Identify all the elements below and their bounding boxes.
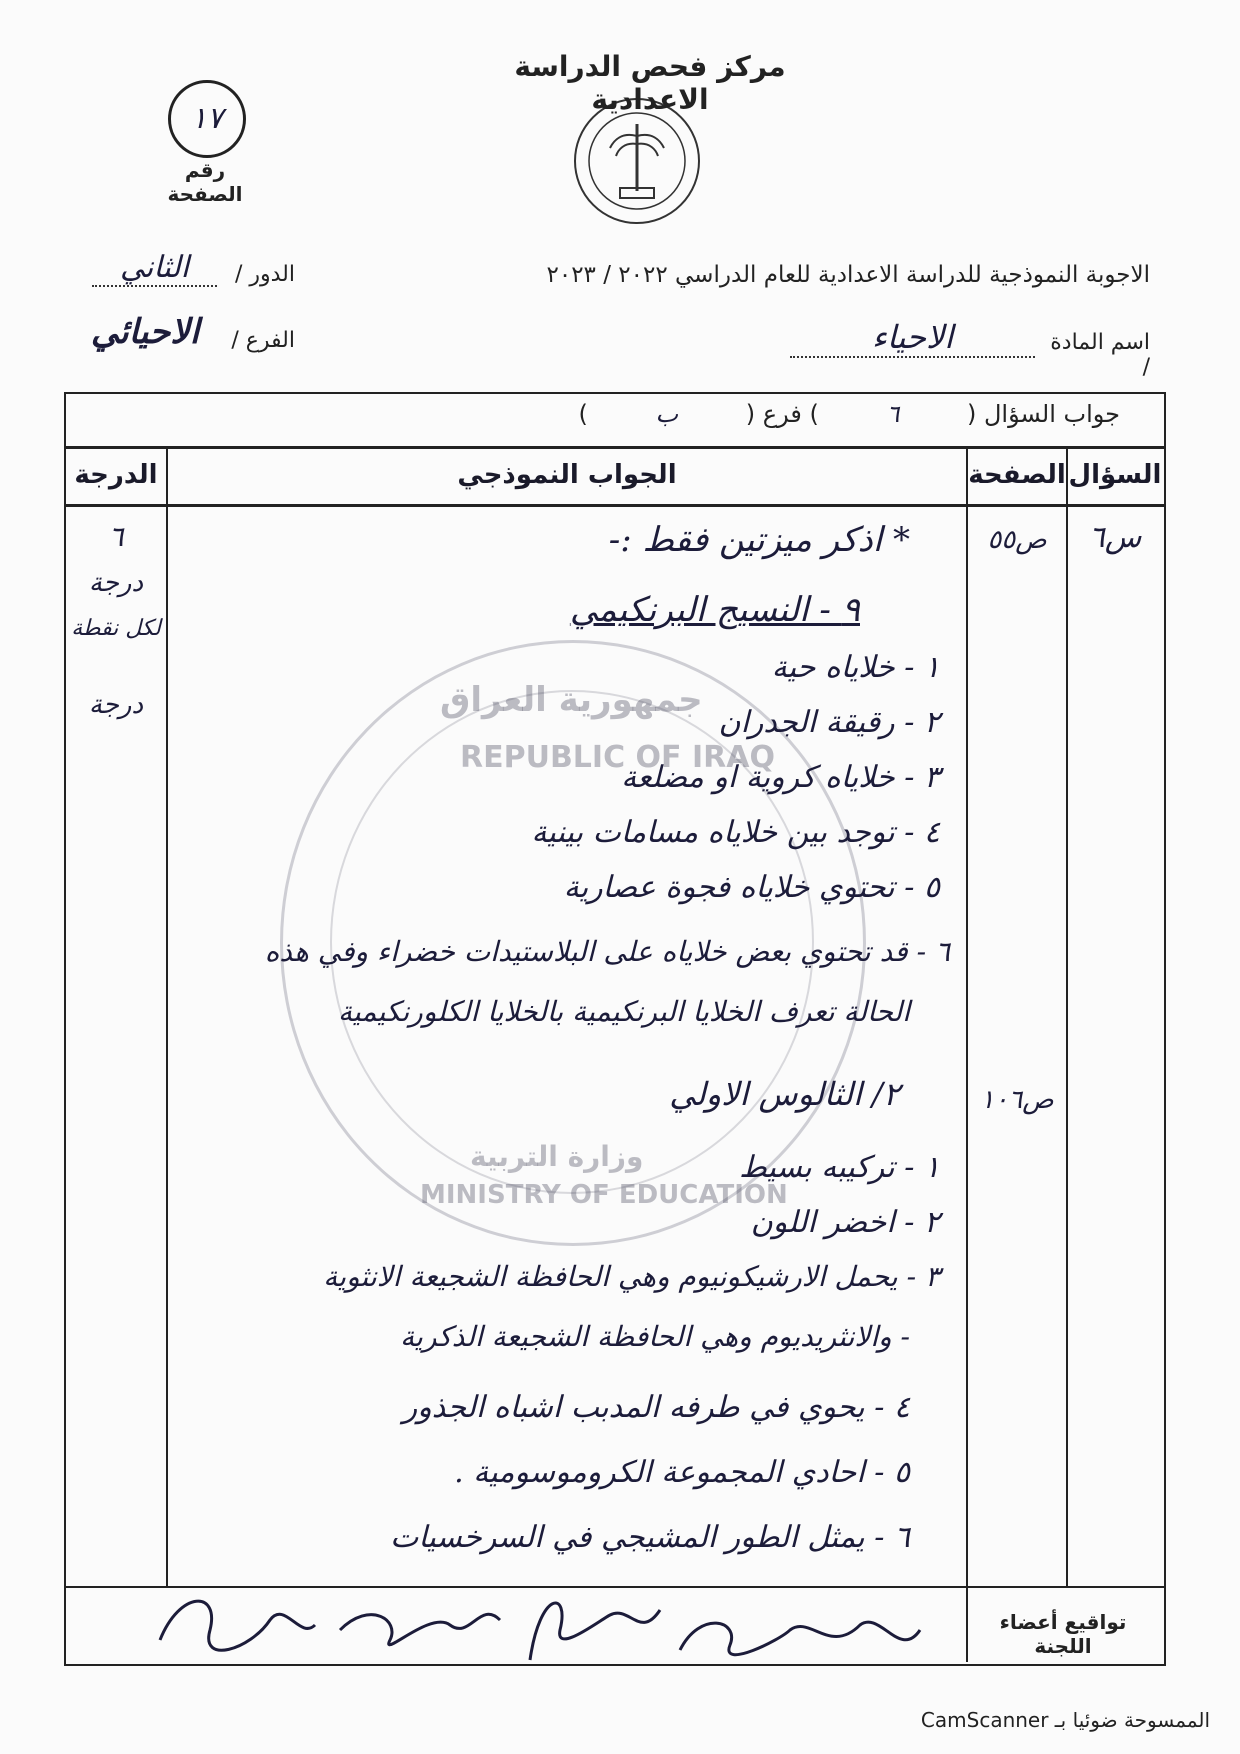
column-header-grade: الدرجة <box>74 460 158 490</box>
column-header-page: الصفحة <box>968 460 1066 490</box>
answer-line: ٦ - قد تحتوي بعض خلاياه على البلاستيدات خضراء وفي هذه <box>264 935 950 968</box>
divider <box>64 446 1164 449</box>
answer-line: ٥ - احادي المجموعة الكروموسومية . <box>454 1455 910 1490</box>
round-label: الدور / <box>234 262 295 287</box>
branch-of-label: ) فرع ( <box>745 400 819 428</box>
committee-signatures <box>140 1570 940 1680</box>
stamp-text-arabic-bottom: وزارة التربية <box>470 1140 644 1173</box>
answer-line: ١ - خلاياه حية <box>771 650 940 685</box>
stamp-text-english-bottom: MINISTRY OF EDUCATION <box>420 1180 788 1210</box>
answer-line: ٢/ الثالوس الاولي <box>669 1075 900 1113</box>
question-number: ٦ <box>886 400 900 428</box>
grade-line-4: درجة <box>88 690 144 720</box>
question-answer-label <box>420 400 1120 428</box>
answer-line: ٣ - يحمل الارشيكونيوم وهي الحافظة الشجيعة الانثوية <box>323 1260 940 1293</box>
column-header-question: السؤال <box>1068 460 1162 490</box>
question-cell: س٦ <box>1088 520 1142 555</box>
answer-line: ٣ - خلاياه كروية او مضلعة <box>621 760 940 795</box>
close-paren: ) <box>578 400 588 428</box>
exam-center-name: مركز فحص الدراسة الاعدادية <box>514 50 786 116</box>
divider <box>64 504 1164 507</box>
grade-line-1: ٦ <box>108 520 124 553</box>
answer-line: * اذكر ميزتين فقط :- <box>608 520 910 560</box>
divider <box>966 446 968 1586</box>
page-cell-2: ص١٠٦ <box>980 1085 1054 1115</box>
answer-line: ٢ - اخضر اللون <box>750 1205 940 1240</box>
stamp-text-english-top: REPUBLIC OF IRAQ <box>460 740 775 775</box>
answer-line: ٩ - النسيج البرنكيمي <box>569 590 860 630</box>
stamp-text-arabic: جمهورية العراق <box>440 680 703 720</box>
answer-line: ٤ - توجد بين خلاياه مسامات بينية <box>531 815 940 850</box>
grade-line-3: لكل نقطة <box>71 616 161 641</box>
answer-of-question-label: جواب السؤال ( <box>966 400 1120 428</box>
column-header-answer: الجواب النموذجي <box>457 460 677 490</box>
answer-line: - والانثريديوم وهي الحافظة الشجيعة الذكرية <box>400 1320 910 1353</box>
round-value: الثاني <box>92 250 217 287</box>
subject-value: الاحياء <box>790 318 1035 358</box>
answer-line: الحالة تعرف الخلايا البرنكيمية بالخلايا الكلورنكيمية <box>337 995 910 1028</box>
divider <box>166 446 168 1586</box>
answer-line: ١ - تركيبه بسيط <box>739 1150 940 1185</box>
divider <box>1066 446 1068 1586</box>
signatures-label: تواقيع أعضاء اللجنة <box>999 1610 1127 1658</box>
answer-line: ٥ - تحتوي خلاياه فجوة عصارية <box>563 870 940 905</box>
branch-value: الاحيائي <box>90 312 200 352</box>
answer-line: ٦ - يمثل الطور المشيجي في السرخسيات <box>390 1520 910 1555</box>
subject-label: اسم المادة / <box>1050 330 1150 380</box>
scanner-credit: الممسوحة ضوئيا بـ CamScanner <box>920 1708 1210 1732</box>
page-number-label: رقم الصفحة <box>167 158 243 206</box>
answer-line: ٤ - يحوي في طرفه المدبب اشباه الجذور <box>402 1390 910 1425</box>
page-number-circle <box>168 80 246 158</box>
answer-line: ٢ - رقيقة الجدران <box>718 705 940 740</box>
page-cell-1: ص٥٥ <box>987 525 1047 555</box>
page-number-value: ١٧ <box>190 101 224 136</box>
grade-line-2: درجة <box>88 568 144 598</box>
branch-letter: ب <box>655 400 679 428</box>
branch-label: الفرع / <box>231 328 295 353</box>
document-title: الاجوبة النموذجية للدراسة الاعدادية للعام الدراسي ٢٠٢٢ / ٢٠٢٣ <box>546 262 1150 288</box>
